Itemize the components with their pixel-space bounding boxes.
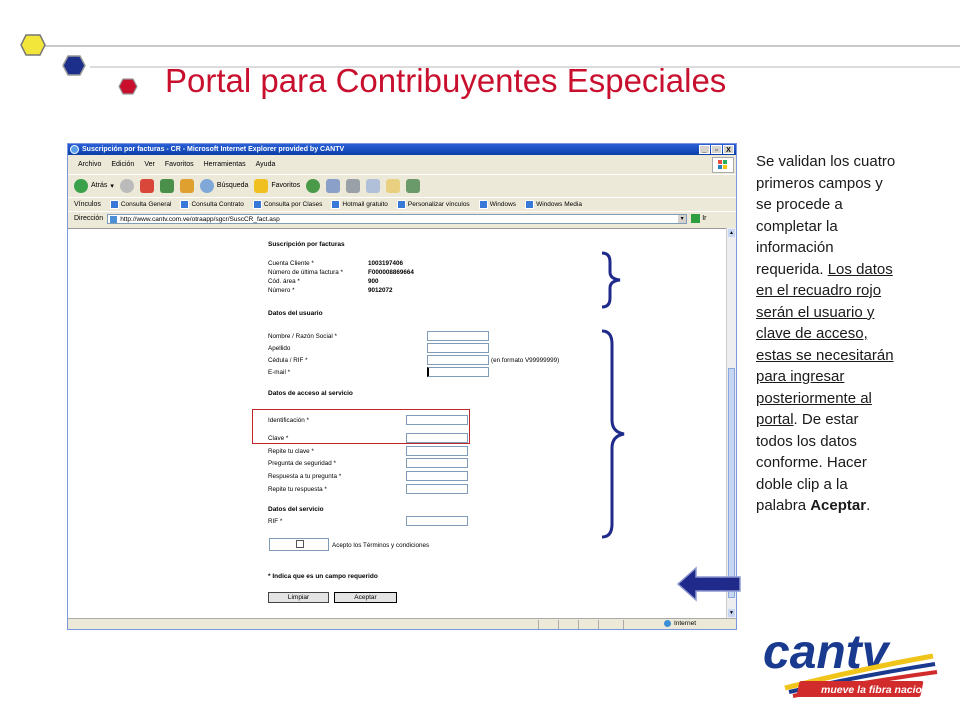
- blue-hexagon-icon: [62, 55, 86, 76]
- menu-ayuda[interactable]: Ayuda: [255, 160, 276, 168]
- field-label: Número *: [268, 287, 295, 294]
- field-label: Cédula / RIF *: [268, 357, 308, 364]
- red-diamond-icon: [118, 78, 138, 95]
- cantv-tagline: mueve la fibra nacional: [821, 684, 938, 696]
- page-icon: [331, 200, 340, 209]
- ie-logo-icon: [70, 145, 79, 154]
- link-consulta-contrato[interactable]: Consulta Contrato: [180, 200, 243, 209]
- section-service-heading: Datos del servicio: [268, 506, 324, 513]
- field-label: Cód. área *: [268, 278, 300, 285]
- field-label: E-mail *: [268, 369, 291, 376]
- edit-icon[interactable]: [366, 179, 380, 193]
- name-input[interactable]: [427, 331, 489, 341]
- star-icon: [254, 179, 268, 193]
- favorites-button[interactable]: [254, 179, 300, 193]
- menu-herramientas[interactable]: Herramientas: [203, 160, 246, 168]
- browser-window: [67, 143, 737, 630]
- scroll-thumb[interactable]: [728, 368, 735, 598]
- terms-label: Acepto los Términos y condiciones: [332, 542, 430, 549]
- link-personalizar[interactable]: Personalizar vínculos: [397, 200, 470, 209]
- vertical-scrollbar[interactable]: [726, 228, 736, 618]
- field-label: Repite tu respuesta *: [268, 486, 327, 493]
- field-value: 9012072: [368, 287, 393, 294]
- security-question-input[interactable]: [406, 458, 468, 468]
- history-icon[interactable]: [306, 179, 320, 193]
- standard-toolbar: [68, 174, 736, 196]
- links-label: Vínculos: [74, 200, 101, 208]
- menu-edicion[interactable]: Edición: [111, 160, 135, 168]
- status-zone: Internet: [664, 620, 696, 627]
- field-value: F000008869664: [368, 269, 414, 276]
- print-icon[interactable]: [346, 179, 360, 193]
- status-bar: [68, 618, 736, 630]
- search-button[interactable]: [200, 179, 249, 193]
- search-label: Búsqueda: [216, 182, 249, 189]
- accept-button[interactable]: Aceptar: [334, 592, 397, 603]
- field-label: RIF *: [268, 518, 283, 525]
- left-arrow-icon: [676, 566, 742, 602]
- cantv-brand-text: cantv: [763, 626, 889, 679]
- form-heading: Suscripción por facturas: [268, 241, 345, 248]
- favorites-label: Favoritos: [271, 182, 301, 189]
- minimize-button[interactable]: _: [699, 145, 710, 154]
- large-brace-icon: [598, 328, 630, 540]
- address-label: Dirección: [74, 215, 104, 222]
- field-label: Apellido: [268, 345, 291, 352]
- menu-archivo[interactable]: Archivo: [78, 160, 102, 168]
- cedula-input[interactable]: [427, 355, 489, 365]
- browser-title-bar: [68, 144, 736, 155]
- link-windows-media[interactable]: Windows Media: [525, 200, 582, 209]
- yellow-hexagon-icon: [20, 34, 46, 56]
- credentials-highlight-box: [252, 409, 470, 444]
- email-input[interactable]: [427, 367, 489, 377]
- section-user-heading: Datos del usuario: [268, 310, 323, 317]
- forward-arrow-icon[interactable]: [120, 179, 134, 193]
- home-icon[interactable]: [180, 179, 194, 193]
- windows-logo-icon: [712, 157, 734, 173]
- surname-input[interactable]: [427, 343, 489, 353]
- link-consulta-clases[interactable]: Consulta por Clases: [253, 200, 323, 209]
- section-access-heading: Datos de acceso al servicio: [268, 390, 353, 397]
- page-icon: [397, 200, 406, 209]
- field-label: Repite tu clave *: [268, 448, 314, 455]
- back-label: Atrás: [91, 182, 108, 189]
- link-windows[interactable]: Windows: [479, 200, 516, 209]
- menu-favoritos[interactable]: Favoritos: [164, 160, 194, 168]
- scroll-up-icon[interactable]: ▲: [729, 230, 734, 236]
- go-arrow-icon: [691, 214, 700, 223]
- accept-keyword: Aceptar: [810, 497, 867, 514]
- page-icon: [180, 200, 189, 209]
- slide-title: Portal para Contribuyentes Especiales: [165, 62, 727, 99]
- repeat-answer-input[interactable]: [406, 484, 468, 494]
- close-button[interactable]: X: [723, 145, 734, 154]
- rif-input[interactable]: [406, 516, 468, 526]
- security-answer-input[interactable]: [406, 471, 468, 481]
- go-button[interactable]: Ir: [691, 214, 706, 223]
- address-url: http://www.cantv.com.ve/otraapp/sgcr/SuscCR_fact.asp: [120, 215, 280, 223]
- field-label: Respuesta a tu pregunta *: [268, 473, 342, 480]
- refresh-icon[interactable]: [160, 179, 174, 193]
- links-bar: [68, 197, 736, 210]
- messenger-icon[interactable]: [386, 179, 400, 193]
- header-line-top: [45, 45, 960, 47]
- research-icon[interactable]: [406, 179, 420, 193]
- page-icon: [110, 200, 119, 209]
- chevron-down-icon: ▾: [110, 182, 114, 190]
- scroll-down-icon[interactable]: ▼: [729, 610, 734, 616]
- back-arrow-icon: [74, 179, 88, 193]
- repeat-password-input[interactable]: [406, 446, 468, 456]
- field-label: Pregunta de seguridad *: [268, 460, 336, 467]
- field-label: Clave *: [268, 435, 289, 442]
- instructions-note: Se validan los cuatro primeros campos y se procede a completar la información requerida. Los datos en el recuadro rojo serán el usuario y clave de acceso, estas se necesitarán para ingresar posteriormente al portal. De estar todos los datos conforme. Hacer doble clip a la palabra Aceptar.: [756, 153, 896, 514]
- globe-icon: [664, 620, 671, 627]
- browser-window-title: Suscripción por facturas - CR - Microsoft Internet Explorer provided by CANTV: [82, 146, 345, 153]
- address-bar: [68, 211, 736, 225]
- field-label: Nombre / Razón Social *: [268, 333, 337, 340]
- back-button[interactable]: [74, 179, 114, 193]
- page-icon: [479, 200, 488, 209]
- field-value: 1003197406: [368, 260, 404, 267]
- field-label: Identificación *: [268, 417, 309, 424]
- stop-icon[interactable]: [140, 179, 154, 193]
- chevron-down-icon[interactable]: ▾: [678, 215, 686, 223]
- link-consulta-general[interactable]: Consulta General: [110, 200, 172, 209]
- small-brace-icon: [598, 250, 630, 310]
- page-icon: [110, 216, 117, 223]
- clear-button[interactable]: Limpiar: [268, 592, 329, 603]
- terms-checkbox[interactable]: [296, 540, 304, 548]
- mail-icon[interactable]: [326, 179, 340, 193]
- page-icon: [525, 200, 534, 209]
- menu-ver[interactable]: Ver: [144, 160, 155, 168]
- address-input[interactable]: [107, 214, 687, 224]
- field-label: Cuenta Cliente *: [268, 260, 314, 267]
- window-controls: [699, 145, 734, 154]
- cantv-logo: [755, 618, 945, 703]
- required-note: * Indica que es un campo requerido: [268, 573, 378, 580]
- menu-bar: [68, 157, 736, 171]
- field-value: 900: [368, 278, 379, 285]
- cedula-hint: (en formato V99999999): [491, 357, 560, 364]
- field-label: Número de última factura *: [268, 269, 343, 276]
- link-hotmail[interactable]: Hotmail gratuito: [331, 200, 388, 209]
- search-icon: [200, 179, 214, 193]
- instructions-underlined: Los datos en el recuadro rojo serán el usuario y clave de acceso, estas se necesitarán para ingresar posteriormente al portal: [756, 260, 894, 428]
- maximize-button[interactable]: ▫: [711, 145, 722, 154]
- page-icon: [253, 200, 262, 209]
